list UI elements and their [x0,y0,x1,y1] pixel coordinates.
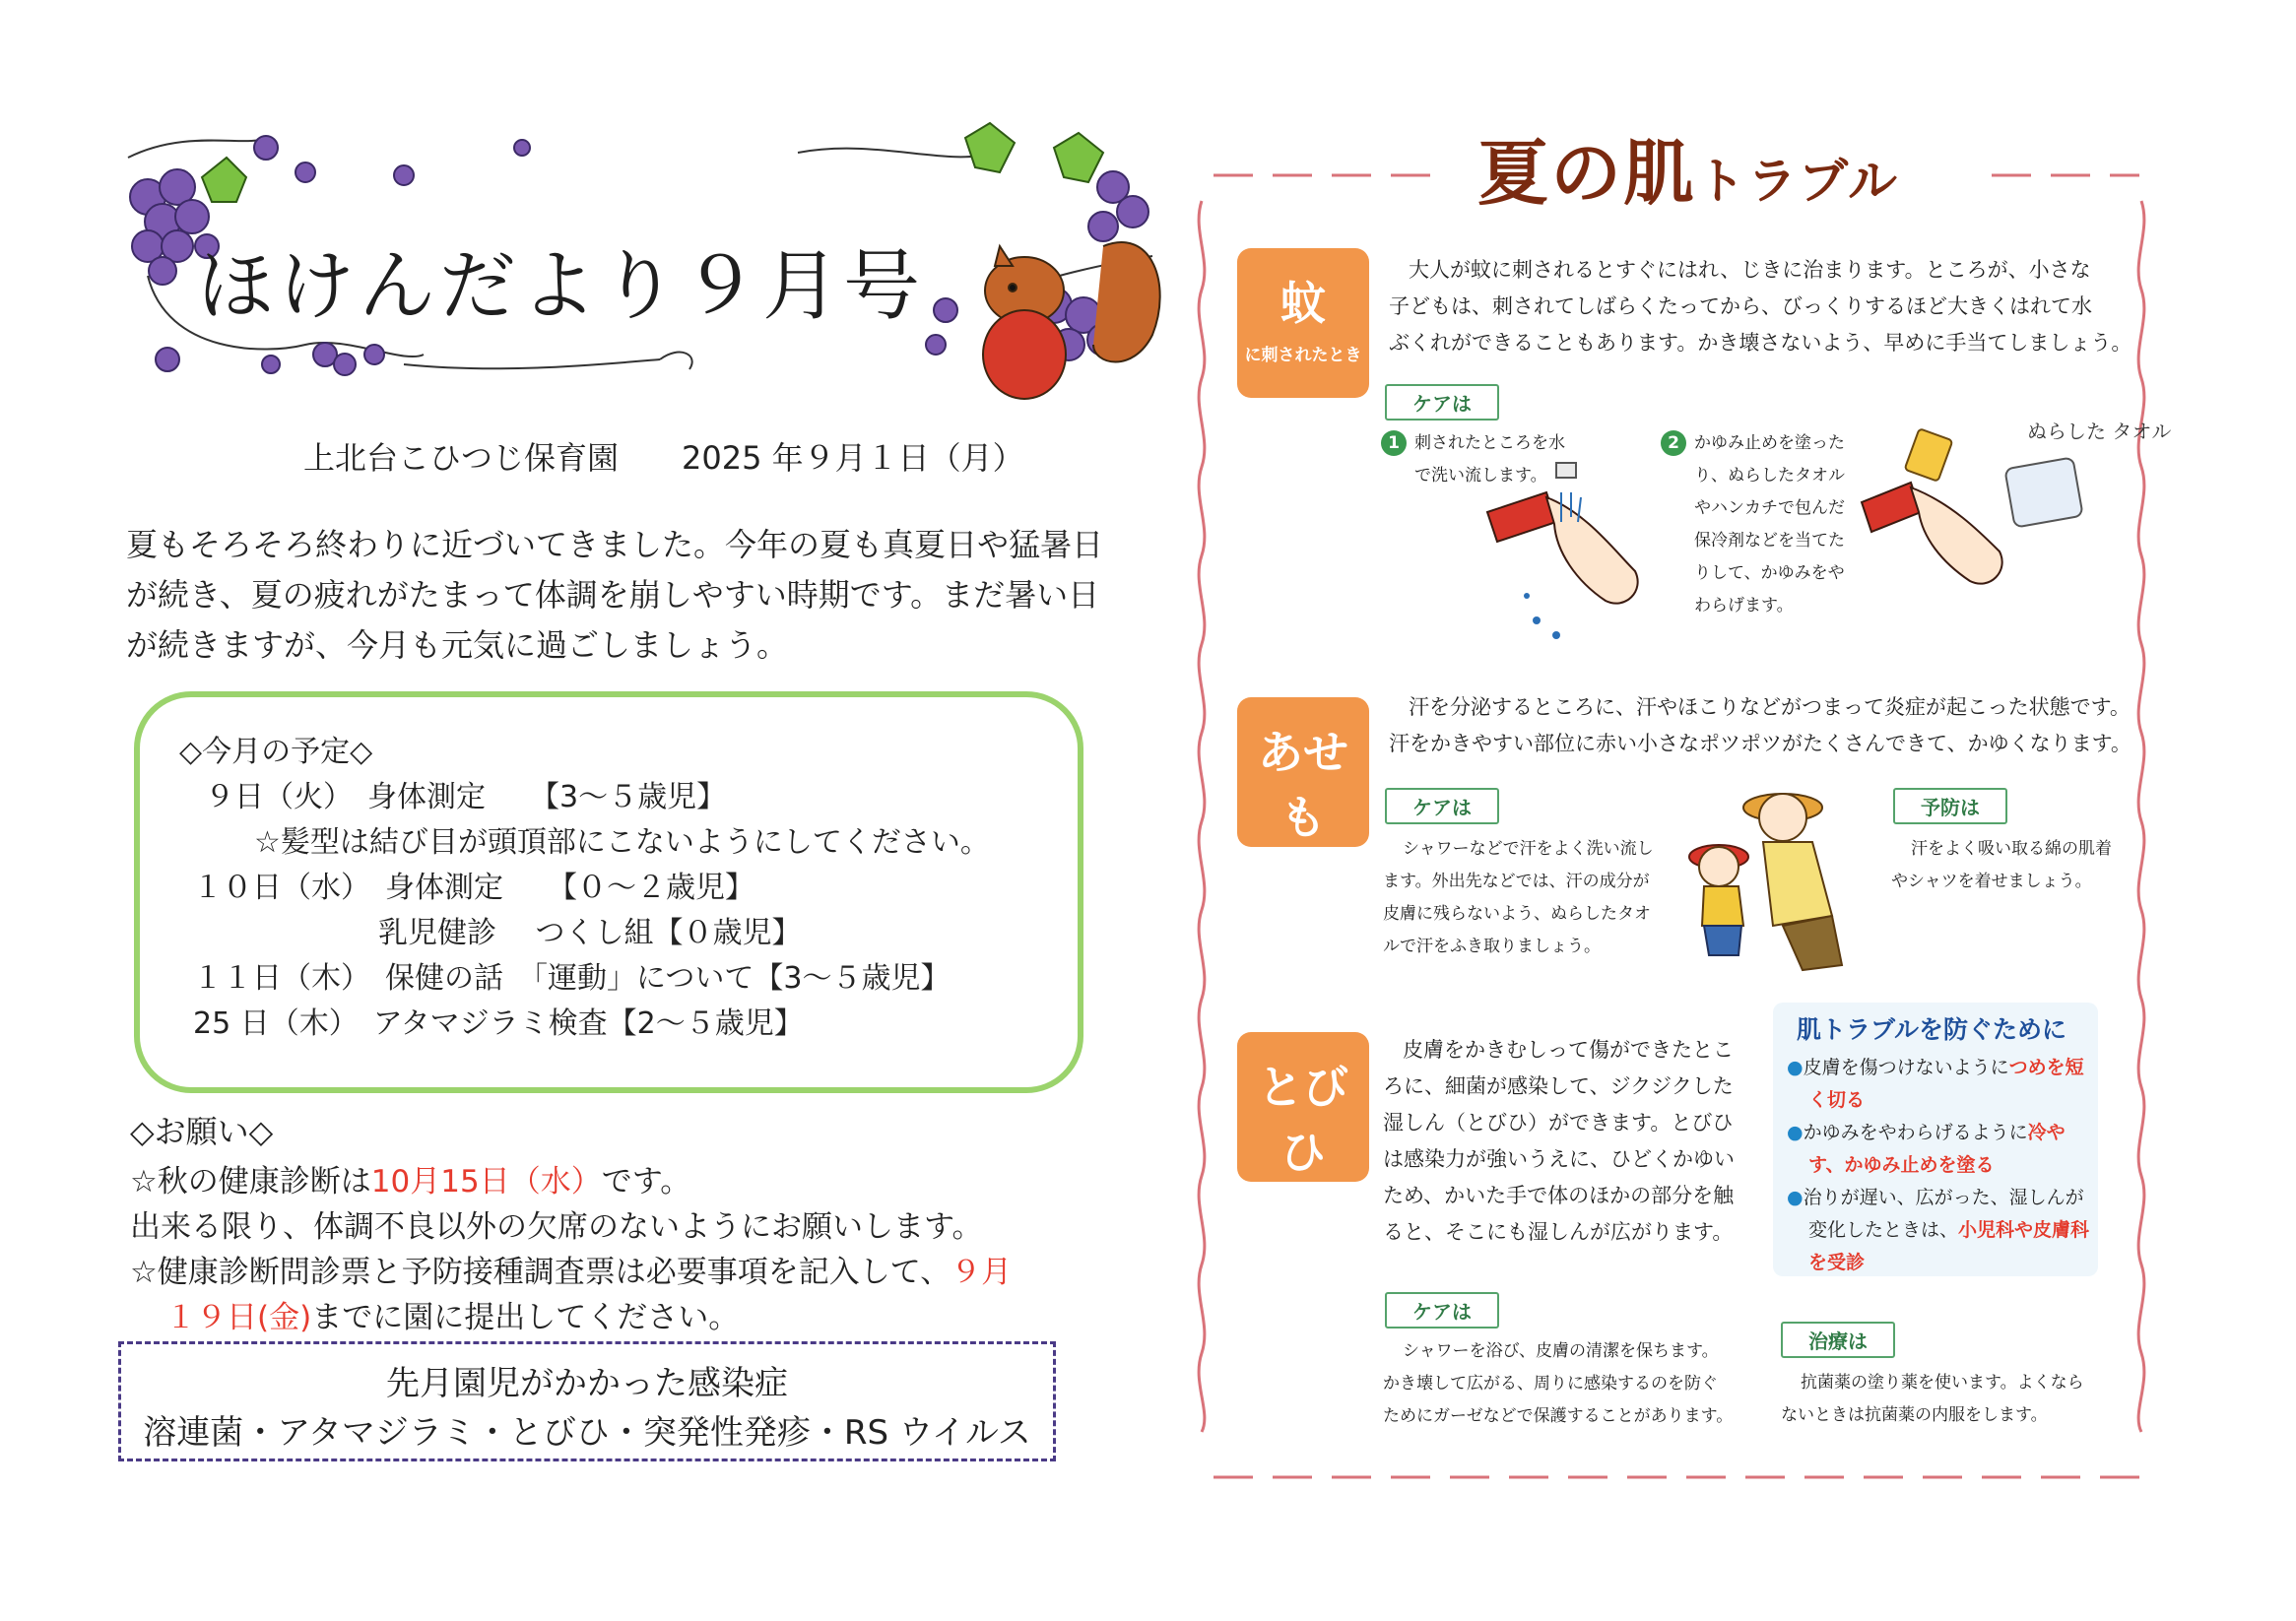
request-highlight: 10月15日（水） [370,1164,602,1200]
sweat-care-text [1383,833,1654,963]
tab-label: 蚊 [1280,277,1326,330]
issue-info [303,433,1024,479]
text-line: 汗を分泌するところに、汗やほこりなどがつまって炎症が起こった状態です。 [1409,695,2131,719]
tab-label: あせも [1258,726,1348,844]
step-line: 2 かゆみ止めを塗った [1661,427,1845,460]
text-line: ぶくれができることもあります。かき壊さないよう、早めに手当てしましょう。 [1389,331,2132,355]
request-text: ☆秋の健康診断は [130,1164,371,1200]
request-line [130,1156,690,1200]
schedule-item: １０日（水） 身体測定 【０～２歳児】 [193,871,754,905]
text-line: シャワーなどで汗をよく洗い流し [1403,839,1654,859]
title-main: 夏の肌 [1477,132,1697,215]
tab-mosquito [1237,248,1369,398]
request-highlight: ９月 [951,1255,1013,1290]
care-label: ケアは [1385,788,1499,824]
text-line: ルで汗をふき取りましょう。 [1383,937,1601,956]
text-line: 皮膚をかきむしって傷ができたとこ [1403,1038,1734,1062]
care-label: ケアは [1385,1292,1499,1329]
request-text: までに園に提出してください。 [311,1300,740,1335]
text-line: シャワーを浴び、皮膚の清潔を保ちます。 [1403,1341,1719,1361]
impetigo-text [1383,1032,1735,1251]
infection-title: 先月園児がかかった感染症 [386,1364,788,1403]
tab-impetigo [1237,1032,1369,1214]
towel-label: ぬらした タオル [2027,420,2172,443]
infection-list: 溶連菌・アタマジラミ・とびひ・突発性発疹・RS ウイルス [143,1413,1031,1453]
step-line: 保冷剤などを当てた [1694,531,1845,551]
text-line: ためにガーゼなどで保護することがあります。 [1383,1406,1734,1426]
sweat-text [1389,689,2132,762]
infection-box [118,1341,1056,1461]
prevention-item: ●皮膚を傷つけないようにつめを短 く切る [1787,1057,2084,1111]
tab-sublabel: に刺されたとき [1244,346,1362,365]
arm-towel-illustration [1852,414,2172,630]
mosquito-step-2 [1661,427,1845,622]
text-line: 汗をかきやすい部位に赤い小さなポツポツがたくさんできて、かゆくなります。 [1389,732,2132,755]
newsletter-title: ほけんだより９月号 [197,242,925,331]
step-line: やハンカチで包んだ [1694,498,1845,518]
text-line: 抗菌薬の塗り薬を使います。よくなら [1801,1373,2084,1393]
text-line: かき壊して広がる、周りに感染するのを防ぐ [1383,1374,1718,1394]
step-line: 1 刺されたところを水 [1381,427,1565,460]
tab-sublabel: ができたとき [1253,1195,1353,1214]
arm-washing-illustration [1468,453,1665,650]
text-line: 子どもは、刺されてしばらくたってから、びっくりするほど大きくはれて水 [1389,294,2092,318]
schedule-item: 乳児健診 つくし組【０歳児】 [378,916,802,950]
request-line: 出来る限り、体調不良以外の欠席のないようにお願いします。 [130,1209,983,1245]
care-label: ケアは [1385,384,1499,421]
tab-label: とびひ [1258,1061,1348,1179]
title-small: トラブル [1696,153,1900,210]
schedule-item: １１日（木） 保健の話 「運動」について【3～５歳児】 [193,961,951,996]
request-highlight: １９日(金) [165,1300,312,1335]
text-line: ろに、細菌が感染して、ジクジクした [1383,1074,1734,1098]
schedule-item: 25 日（木） アタマジラミ検査【2～５歳児】 [193,1006,804,1041]
text-line: は感染力が強いうえに、ひどくかゆい [1383,1147,1735,1171]
schedule-note: ☆髪型は結び目が頭頂部にこないようにしてください。 [254,825,990,860]
school-name: 上北台こひつじ保育園 [303,439,620,477]
text-line: ます。外出先などでは、汗の成分が [1383,872,1650,891]
schedule-box [134,691,1083,1093]
sweat-prevent-text [1891,833,2112,898]
prevention-item: ●かゆみをやわらげるように冷や す、かゆみ止めを塗る [1787,1122,2066,1176]
bullet-icon: ● [1787,1057,1804,1078]
impetigo-treatment-text [1781,1367,2084,1432]
text-line: 皮膚に残らないよう、ぬらしたタオ [1383,904,1651,924]
intro-line: が続き、夏の疲れがたまって体調を崩しやすい時期です。まだ暑い日 [126,576,1100,614]
intro-paragraph [126,520,1111,671]
step-line: り、ぬらしたタオル [1694,466,1845,486]
request-text: ☆健康診断問診票と予防接種調査票は必要事項を記入して、 [130,1255,951,1290]
text-line: ると、そこにも湿しんが広がります。 [1383,1220,1734,1244]
mother-child-illustration [1665,768,1862,985]
request-line [165,1292,739,1336]
request-text: です。 [601,1164,691,1200]
tab-sublabel: ができたとき [1253,860,1353,879]
step-line: わらげます。 [1694,596,1794,616]
bullet-icon: ● [1787,1187,1804,1208]
text-line: 汗をよく吸い取る綿の肌着 [1911,839,2112,859]
schedule-heading: ◇今月の予定◇ [179,735,373,769]
prevent-label: 予防は [1893,788,2007,824]
text-line: やシャツを着せましょう。 [1891,872,2092,891]
prevention-box [1773,1003,2098,1276]
step-number: 1 [1381,430,1407,456]
intro-line: 夏もそろそろ終わりに近づいてきました。今年の夏も真夏日や猛暑日 [126,526,1104,563]
tab-sweat-rash [1237,697,1369,879]
bullet-icon: ● [1787,1122,1804,1143]
step-line: りして、かゆみをや [1694,563,1845,583]
request-line [130,1247,1012,1291]
text-line: ため、かいた手で体のほかの部分を触 [1383,1184,1735,1207]
skin-trouble-title [1477,116,1899,219]
text-line: ないときは抗菌薬の内服をします。 [1781,1405,2048,1425]
schedule-item: ９日（火） 身体測定 【3～５歳児】 [205,780,727,814]
intro-line: が続きますが、今月も元気に過ごしましょう。 [126,626,789,664]
step-line: で洗い流します。 [1414,466,1547,486]
issue-date: 2025 年９月１日（月） [682,439,1024,477]
text-line: 湿しん（とびひ）ができます。とびひ [1383,1111,1734,1135]
prevention-title: 肌トラブルを防ぐために [1797,1015,2067,1044]
treatment-label: 治療は [1781,1322,1895,1358]
mosquito-text [1389,252,2132,361]
text-line: 大人が蚊に刺されるとすぐにはれ、じきに治まります。ところが、小さな [1409,258,2091,282]
request-heading: ◇お願い◇ [130,1113,274,1150]
step-number: 2 [1661,430,1686,456]
prevention-item: ●治りが遅い、広がった、湿しんが 変化したときは、小児科や皮膚科 を受診 [1787,1187,2090,1273]
impetigo-care-text [1383,1335,1733,1433]
